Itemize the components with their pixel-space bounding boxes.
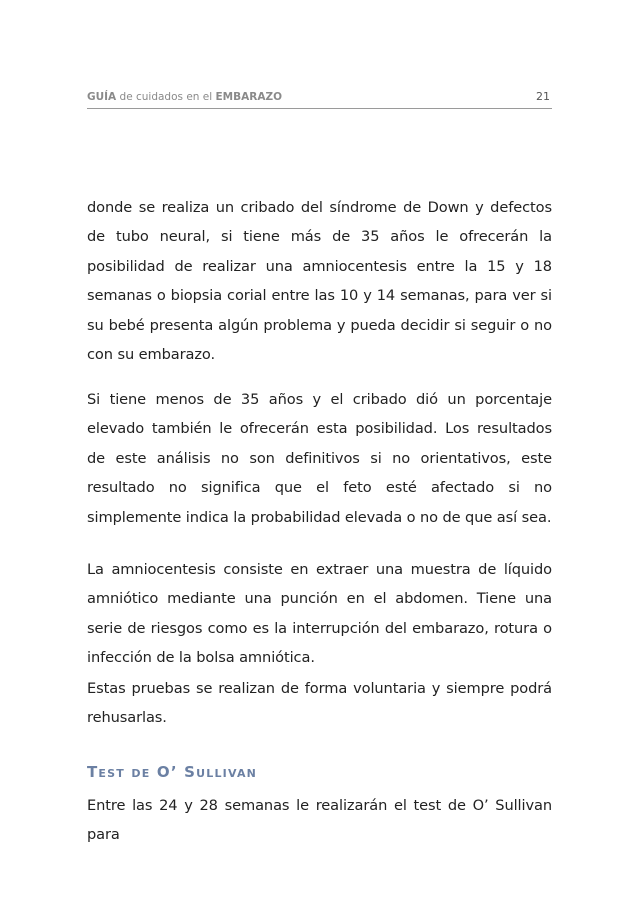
paragraph-text: Entre las 24 y 28 semanas le realizarán el test de O’ Sullivan para xyxy=(87,797,552,844)
running-header xyxy=(87,89,552,105)
header-title-embarazo: EMBARAZO xyxy=(215,91,283,103)
paragraph-text: La amniocentesis consiste en extraer una muestra de líquido amniótico mediante una punción en el abdomen. Tiene una serie de riesgos como es la interrupción del embarazo, rotura o infección de la bolsa amniótica. xyxy=(87,561,552,667)
paragraph-text: donde se realiza un cribado del síndrome de Down y defectos de tubo neural, si tiene más de 35 años le ofrecerán la posibilidad de realizar una amniocentesis entre la 15 y 18 semanas o biopsia corial entre las 10 y 14 semanas, para ver si su bebé presenta algún problema y pueda decidir si seguir o no con su embarazo. xyxy=(87,199,552,364)
paragraph-osullivan xyxy=(87,791,552,850)
paragraph-screening xyxy=(87,193,552,369)
page-number: 21 xyxy=(536,90,550,103)
paragraph-text: Si tiene menos de 35 años y el cribado dió un porcentaje elevado también le ofrecerán esta posibilidad. Los resultados de este análisis no son definitivos si no orientativos, este resultado no significa que el feto esté afectado si no simplemente indica la probabilidad elevada o no de que así sea. xyxy=(87,391,552,526)
paragraph-voluntary xyxy=(87,674,552,733)
header-title-guia: GUÍA xyxy=(87,91,117,103)
paragraph-text: Estas pruebas se realizan de forma voluntaria y siempre podrá rehusarlas. xyxy=(87,680,552,727)
header-title-middle: de cuidados en el xyxy=(116,91,216,103)
paragraph-amniocentesis xyxy=(87,555,552,673)
header-divider xyxy=(87,108,552,109)
paragraph-under-35 xyxy=(87,385,552,532)
section-heading-osullivan: Test de O’ Sullivan xyxy=(87,763,258,781)
